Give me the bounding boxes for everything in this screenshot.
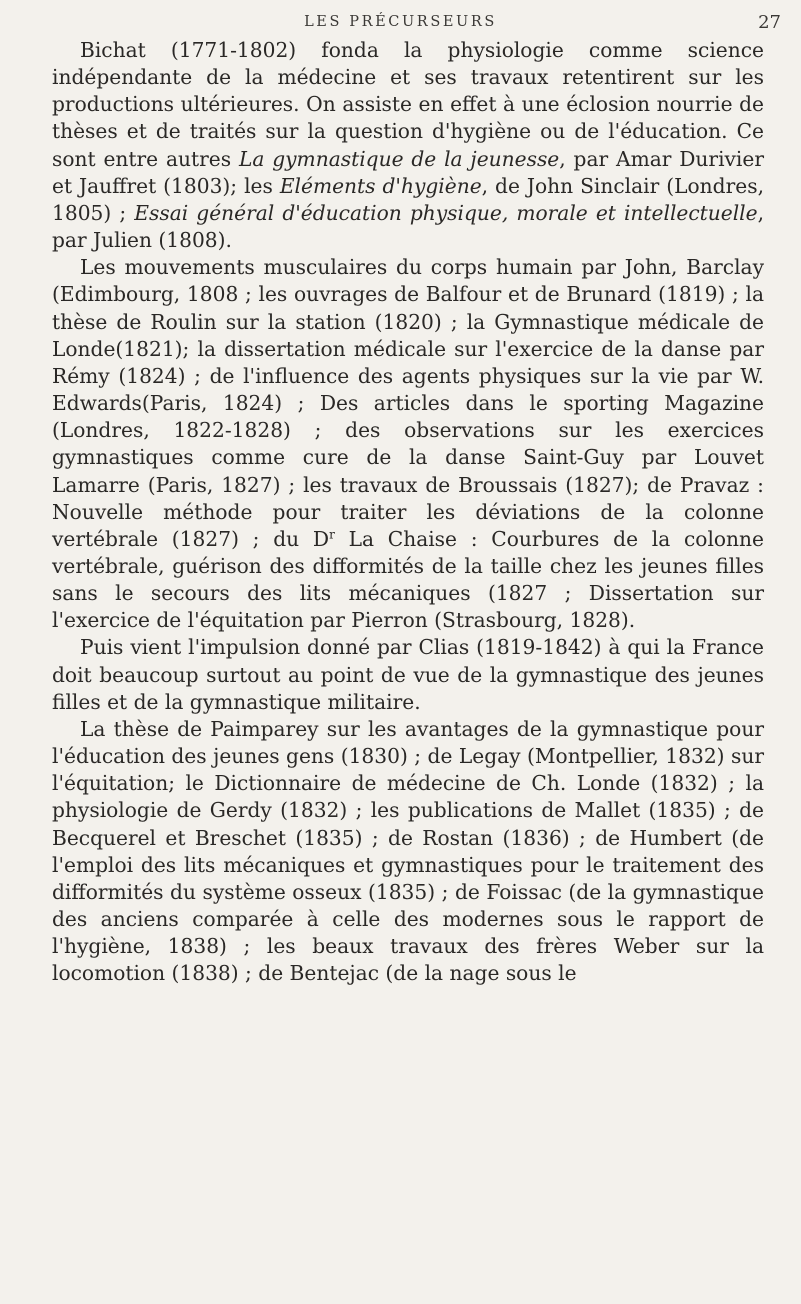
text-run: Puis vient l'impulsion donné par Clias (1819-1842) à qui la France doit beaucoup surtout au point de vue de la gymnastique des jeunes filles et de la gymnastique militaire. — [52, 635, 764, 714]
italic-title: La gymnastique de la jeunesse — [238, 146, 560, 171]
running-head — [0, 12, 801, 36]
text-run: , de John Sinclair (Londres, 1805) ; — [52, 173, 764, 225]
text-run: La thèse de Paimparey sur les avantages de la gymnastique pour l'éducation des jeunes gens (1830) ; de Legay (Montpellier, 1832) sur l'équitation; le Dictionnaire de médecine de Ch. Londe (1832) ; la physiologie de Gerdy (1832) ; les publications de Mallet (1835) ; de Becquerel et Breschet (1835) ; de Rostan (1836) ; de Humbert (de l'emploi des lits mécaniques et gymnastiques pour le traitement des difformités du système osseux (1835) ; de Foissac (de la gymnastique des anciens comparée à celle des modernes sous le rapport de l'hygiène, 1838) ; les beaux travaux des frères Weber sur la locomotion (1838) ; de Bentejac (de la nage sous le — [52, 716, 764, 986]
running-title: LES PRÉCURSEURS — [304, 14, 497, 30]
text-run: Bichat (1771-1802) fonda la physiologie comme science indépendante de la médecine et ses travaux retentirent sur les productions ultérieures. On assiste en effet à une éclosion nourrie de thèses et de traités sur la question d'hygiène ou de l'éducation. Ce sont entre autres — [52, 38, 764, 171]
page-number: 27 — [758, 12, 781, 33]
superscript: r — [329, 527, 335, 542]
text-run: La Chaise : Courbures de la colonne vertébrale, guérison des difformités de la taille chez les jeunes filles sans le secours des lits mécaniques (1827 ; Dissertation sur l'exercice de l'équitation par Pierron (Strasbourg, 1828). — [52, 526, 764, 633]
text-run: Les mouvements musculaires du corps humain par John, Barclay (Edimbourg, 1808 ; les ouvrages de Balfour et de Brunard (1819) ; la thèse de Roulin sur la station (1820) ; la Gymnastique médicale de Londe(1821); la dissertation médicale sur l'exercice de la danse par Rémy (1824) ; de l'influence des agents physiques sur la vie par W. Edwards(Paris, 1824) ; Des articles dans le sporting Magazine (Londres, 1822-1828) ; des observations sur les exercices gymnastiques comme cure de la danse Saint-Guy par Louvet Lamarre (Paris, 1827) ; les travaux de Broussais (1827); de Pravaz : Nouvelle méthode pour traiter les déviations de la colonne vertébrale (1827) ; du D — [52, 255, 764, 551]
paragraph — [52, 254, 764, 634]
text-run: , par Amar Durivier et Jauffret (1803); les — [52, 146, 764, 198]
italic-title: Essai général d'éducation physique, morale et intellectuelle — [134, 200, 758, 225]
italic-title: Eléments d'hygiène — [279, 173, 482, 198]
paragraph — [52, 716, 764, 988]
paragraph — [52, 634, 764, 715]
body-text — [52, 37, 764, 987]
paragraph — [52, 37, 764, 254]
text-run: , par Julien (1808). — [52, 200, 764, 253]
